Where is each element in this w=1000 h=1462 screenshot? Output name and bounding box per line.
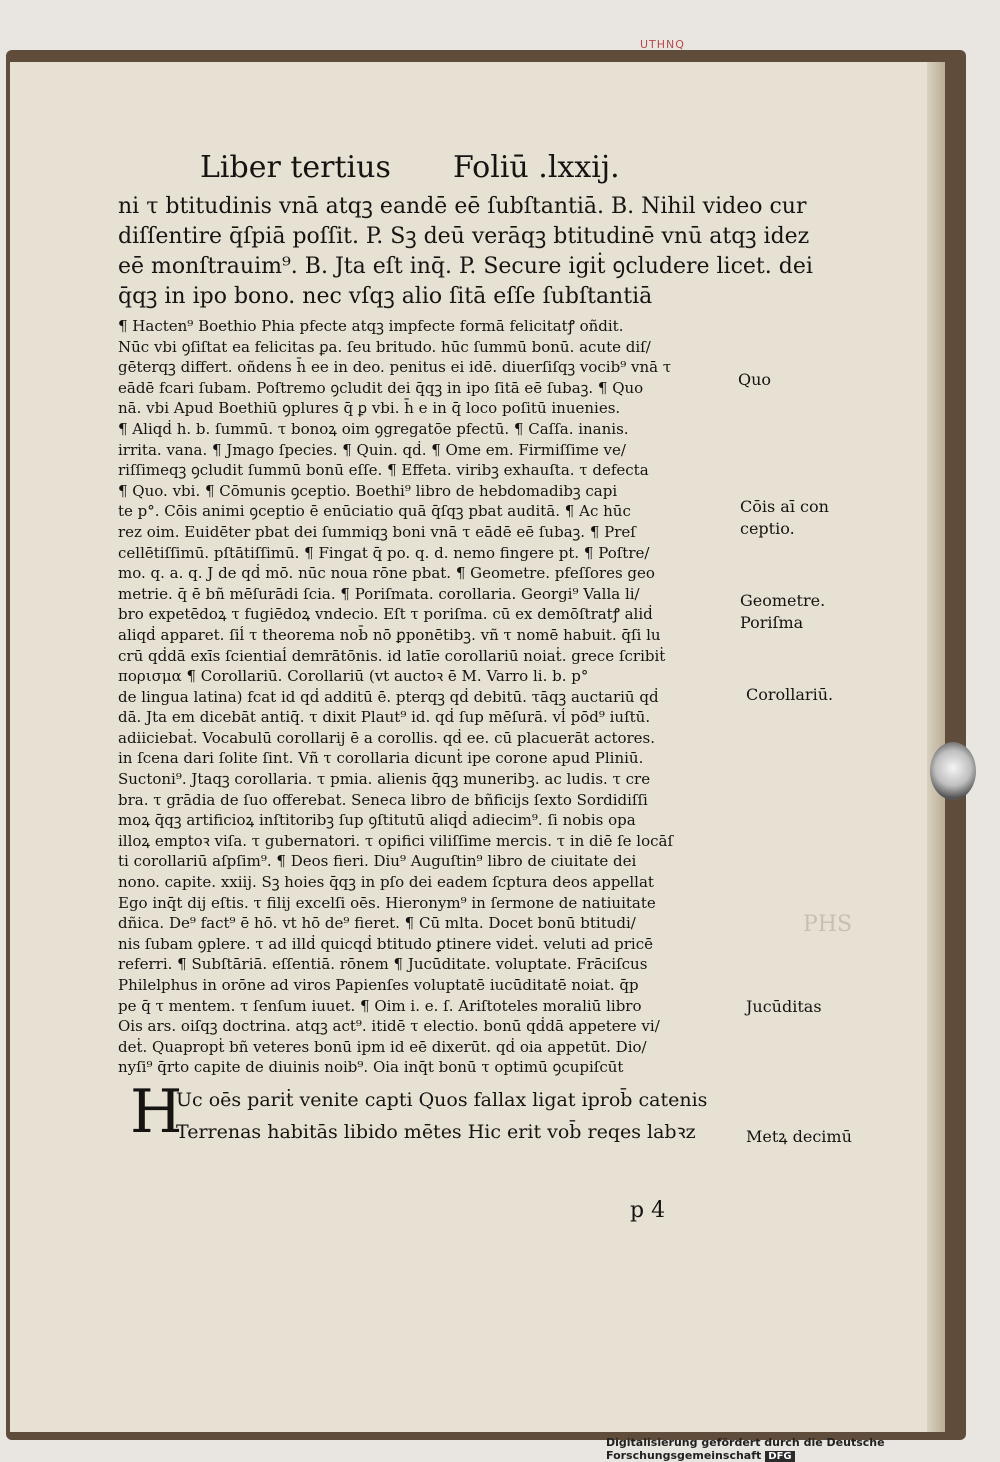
commentary-line: nā. vbi Apud Boethiū ꝯplures q̄ ꝑ vbi. h̄ e in q̄ loco poſitū inuenies. (118, 399, 621, 418)
page-header (200, 150, 630, 186)
dfg-logo: DFG (765, 1451, 794, 1462)
margin-note: ceptio. (740, 519, 795, 538)
commentary-line: aliqḋ apparet. ſiĺ τ theorema nob̄ nō ꝑponētibꝫ. vñ τ nomē habuit. q̄ſi lu (118, 625, 661, 644)
commentary-line: cellētiſſimū. pſtātiſſimū. ¶ Fingat q̄ po. q. d. nemo fingere pt. ¶ Poſtre/ (118, 543, 650, 562)
commentary-block (118, 316, 740, 1078)
text-line: q̄qꝫ in ipo bono. nec vſqꝫ alio ſitā eſſe ſubſtantiā (118, 284, 653, 309)
commentary-line: crū qḋdā exīs ſcientiaĺ demrātōnis. id latīe corollariū noiaṫ. grece ſcribiṫ (118, 646, 666, 665)
commentary-line: illoꝝ emptoꝛ viſa. τ gubernatori. τ opifici viliſſime mercis. τ in diē ſe locāſ (118, 831, 674, 850)
margin-note: Jucūditas (746, 997, 822, 1016)
commentary-line: adiiciebaṫ. Vocabulū corollarij ē a corollis. qḋ ee. cū placuerāt actores. (118, 728, 656, 747)
commentary-line: deṫ. Quapropṫ bñ veteres bonū ipm id eē dixerūt. qḋ oia appetūt. Dio/ (118, 1037, 647, 1056)
commentary-line: nyſi⁹ q̄rto capite de diuinis noib⁹. Oia inq̄t bonū τ optimū ꝯcupiſcūt (118, 1058, 624, 1077)
commentary-line: πορισμα ¶ Corollariū. Corollariū (vt auctoꝛ ē M. Varro li. b. p° (118, 667, 589, 686)
commentary-line: Suctoni⁹. Jtaqꝫ corollaria. τ pmia. alienis q̄qꝫ muneribꝫ. ac ludis. τ cre (118, 770, 651, 789)
text-line: eē monſtrauim⁹. B. Jta eſt inq̄. P. Secure igiṫ ꝯcludere licet. dei (118, 254, 813, 279)
faded-stamp: PHS (803, 912, 853, 937)
text-line: diſſentire q̄ſpiā poſſit. P. Sꝫ deū verāqꝫ btitudinē vnū atqꝫ idez (118, 224, 810, 249)
commentary-line: bra. τ grādia de ſuo offerebat. Seneca libro de bñficijs ſexto Sordidiſſi (118, 790, 648, 809)
verse-block (118, 1076, 740, 1148)
commentary-line: bro expetēdoꝝ τ fugiēdoꝝ vndecio. Eſt τ poriſma. cū ex demōſtratꝭ aliḋ (118, 605, 653, 624)
margin-note: Poriſma (740, 613, 804, 632)
commentary-line: pe q̄ τ mentem. τ ſenſum iuuet. ¶ Oim i. e. ſ. Ariſtoteles moraliū libro (118, 996, 642, 1015)
main-text-block (118, 192, 813, 312)
footer-text: Digitalisierung gefördert durch die Deutsche Forschungsgemeinschaft (606, 1436, 885, 1462)
commentary-line: metrie. q̄ ē bñ mēſurādi ſcia. ¶ Poriſmata. corollaria. Georgi⁹ Valla li/ (118, 584, 640, 603)
commentary-line: Ego inq̄t dij eſtis. τ filij excelſi oēs. Hieronym⁹ in ſermone de natiuitate (118, 893, 656, 912)
commentary-line: rez oim. Euidēter pbat dei ſummiqꝫ boni vnā τ eādē eē ſubaꝫ. ¶ Preſ (118, 522, 636, 541)
margin-note: Corollariū. (746, 685, 834, 704)
text-line: ni τ btitudinis vnā atqꝫ eandē eē ſubſtantiā. B. Nihil video cur (118, 194, 807, 219)
commentary-line: mo. q. a. q. J de qḋ mō. nūc noua rōne pbat. ¶ Geometre. pfeſſores geo (118, 564, 655, 583)
commentary-line: te p°. Cōis animi ꝯceptio ē enūciatio quā q̄ſqꝫ pbat auditā. ¶ Ac hūc (118, 502, 631, 521)
commentary-line: Philelphus in orōne ad viros Papienſes voluptatē iucūditatē noiat. q̄p (118, 976, 639, 994)
footer-credit (606, 1436, 1000, 1462)
decorated-initial: H (130, 1076, 183, 1147)
running-title: Liber tertius (200, 150, 391, 185)
verse-line: Uc oēs pariṫ venite capti Quos fallax ligat iprob̄ catenis (176, 1088, 708, 1111)
commentary-line: Ois ars. oiſqꝫ doctrina. atqꝫ act⁹. itidē τ electio. bonū qḋdā appetere vi/ (118, 1017, 660, 1036)
corner-library-mark: UTHNQ (640, 38, 685, 51)
commentary-line: irrita. vana. ¶ Jmago ſpecies. ¶ Quin. qḋ. ¶ Ome em. Firmiſſime ve/ (118, 440, 626, 459)
signature-mark: p 4 (630, 1198, 666, 1223)
margin-note: Geometre. (740, 591, 826, 610)
page-clip (930, 742, 976, 800)
commentary-line: Nūc vbi ꝯſiſtat ea felicitas ꝑa. ſeu britudo. hūc ſummū bonū. acute diſ/ (118, 337, 651, 356)
commentary-line: eādē fcari ſubam. Poſtremo ꝯcludit dei q̄qꝫ in ipo ſitā eē ſubaꝫ. ¶ Quo (118, 378, 644, 397)
commentary-line: nis ſubam ꝯplere. τ ad illḋ quicqḋ btitudo ꝑtinere videṫ. veluti ad pricē (118, 934, 654, 953)
commentary-line: dñica. De⁹ fact⁹ ē hō. vt hō de⁹ fieret. ¶ Cū mlta. Docet bonū btitudi/ (118, 914, 636, 933)
commentary-line: moꝝ q̄qꝫ artificioꝝ inſtitoribꝫ ſup ꝯſtitutū aliqḋ adiecim⁹. ſi nobis opa (118, 811, 636, 830)
verse-line: Terrenas habitās libido mētes Hic erit vob̄ reqes labꝛz (176, 1120, 696, 1143)
commentary-line: in ſcena dari ſolite ſint. Vñ τ corollaria dicunṫ ipe corone apud Pliniū. (118, 749, 644, 768)
commentary-line: dā. Jta em dicebāt antiq̄. τ dixit Plaut⁹ id. qḋ ſup mēſurā. vĺ pōd⁹ iuſtū. (118, 708, 651, 727)
commentary-line: gēterqꝫ differt. oñdens h̄ ee in deo. penitus ei idē. diuerſiſqꝫ vocib⁹ vnā τ (118, 358, 672, 377)
commentary-line: referri. ¶ Subſtāriā. eſſentiā. rōnem ¶ Jucūditate. voluptate. Frāciſcus (118, 955, 648, 974)
commentary-line: ti corollariū aſpſim⁹. ¶ Deos fieri. Diu⁹ Auguſtin⁹ libro de ciuitate dei (118, 852, 637, 871)
commentary-line: de lingua latina) fcat id qḋ additū ē. pterqꝫ qḋ debitū. τāqꝫ auctariū qḋ (118, 687, 659, 706)
margin-note: Cōis aī con (740, 497, 829, 516)
commentary-line: ¶ Aliqḋ h. b. ſummū. τ bonoꝝ oim ꝯgregatōe pfectū. ¶ Caſſa. inanis. (118, 419, 629, 438)
margin-note: Quo (738, 370, 772, 389)
commentary-line: ¶ Quo. vbi. ¶ Cōmunis ꝯceptio. Boethi⁹ libro de hebdomadibꝫ capi (118, 481, 618, 500)
commentary-line: riſſimeqꝫ ꝯcludit ſummū bonū eſſe. ¶ Effeta. viribꝫ exhauſta. τ defecta (118, 461, 649, 480)
margin-note: Metꝝ decimū (746, 1127, 852, 1146)
folio-number: Foliū .lxxij. (453, 150, 620, 185)
commentary-line: ¶ Hacten⁹ Boethio Phia pfecte atqꝫ impfecte formā felicitatꝭ oñdit. (118, 317, 624, 335)
commentary-line: nono. capite. xxiij. Sꝫ hoies q̄qꝫ in pſo dei eadem ſcptura deos appellat (118, 873, 654, 892)
